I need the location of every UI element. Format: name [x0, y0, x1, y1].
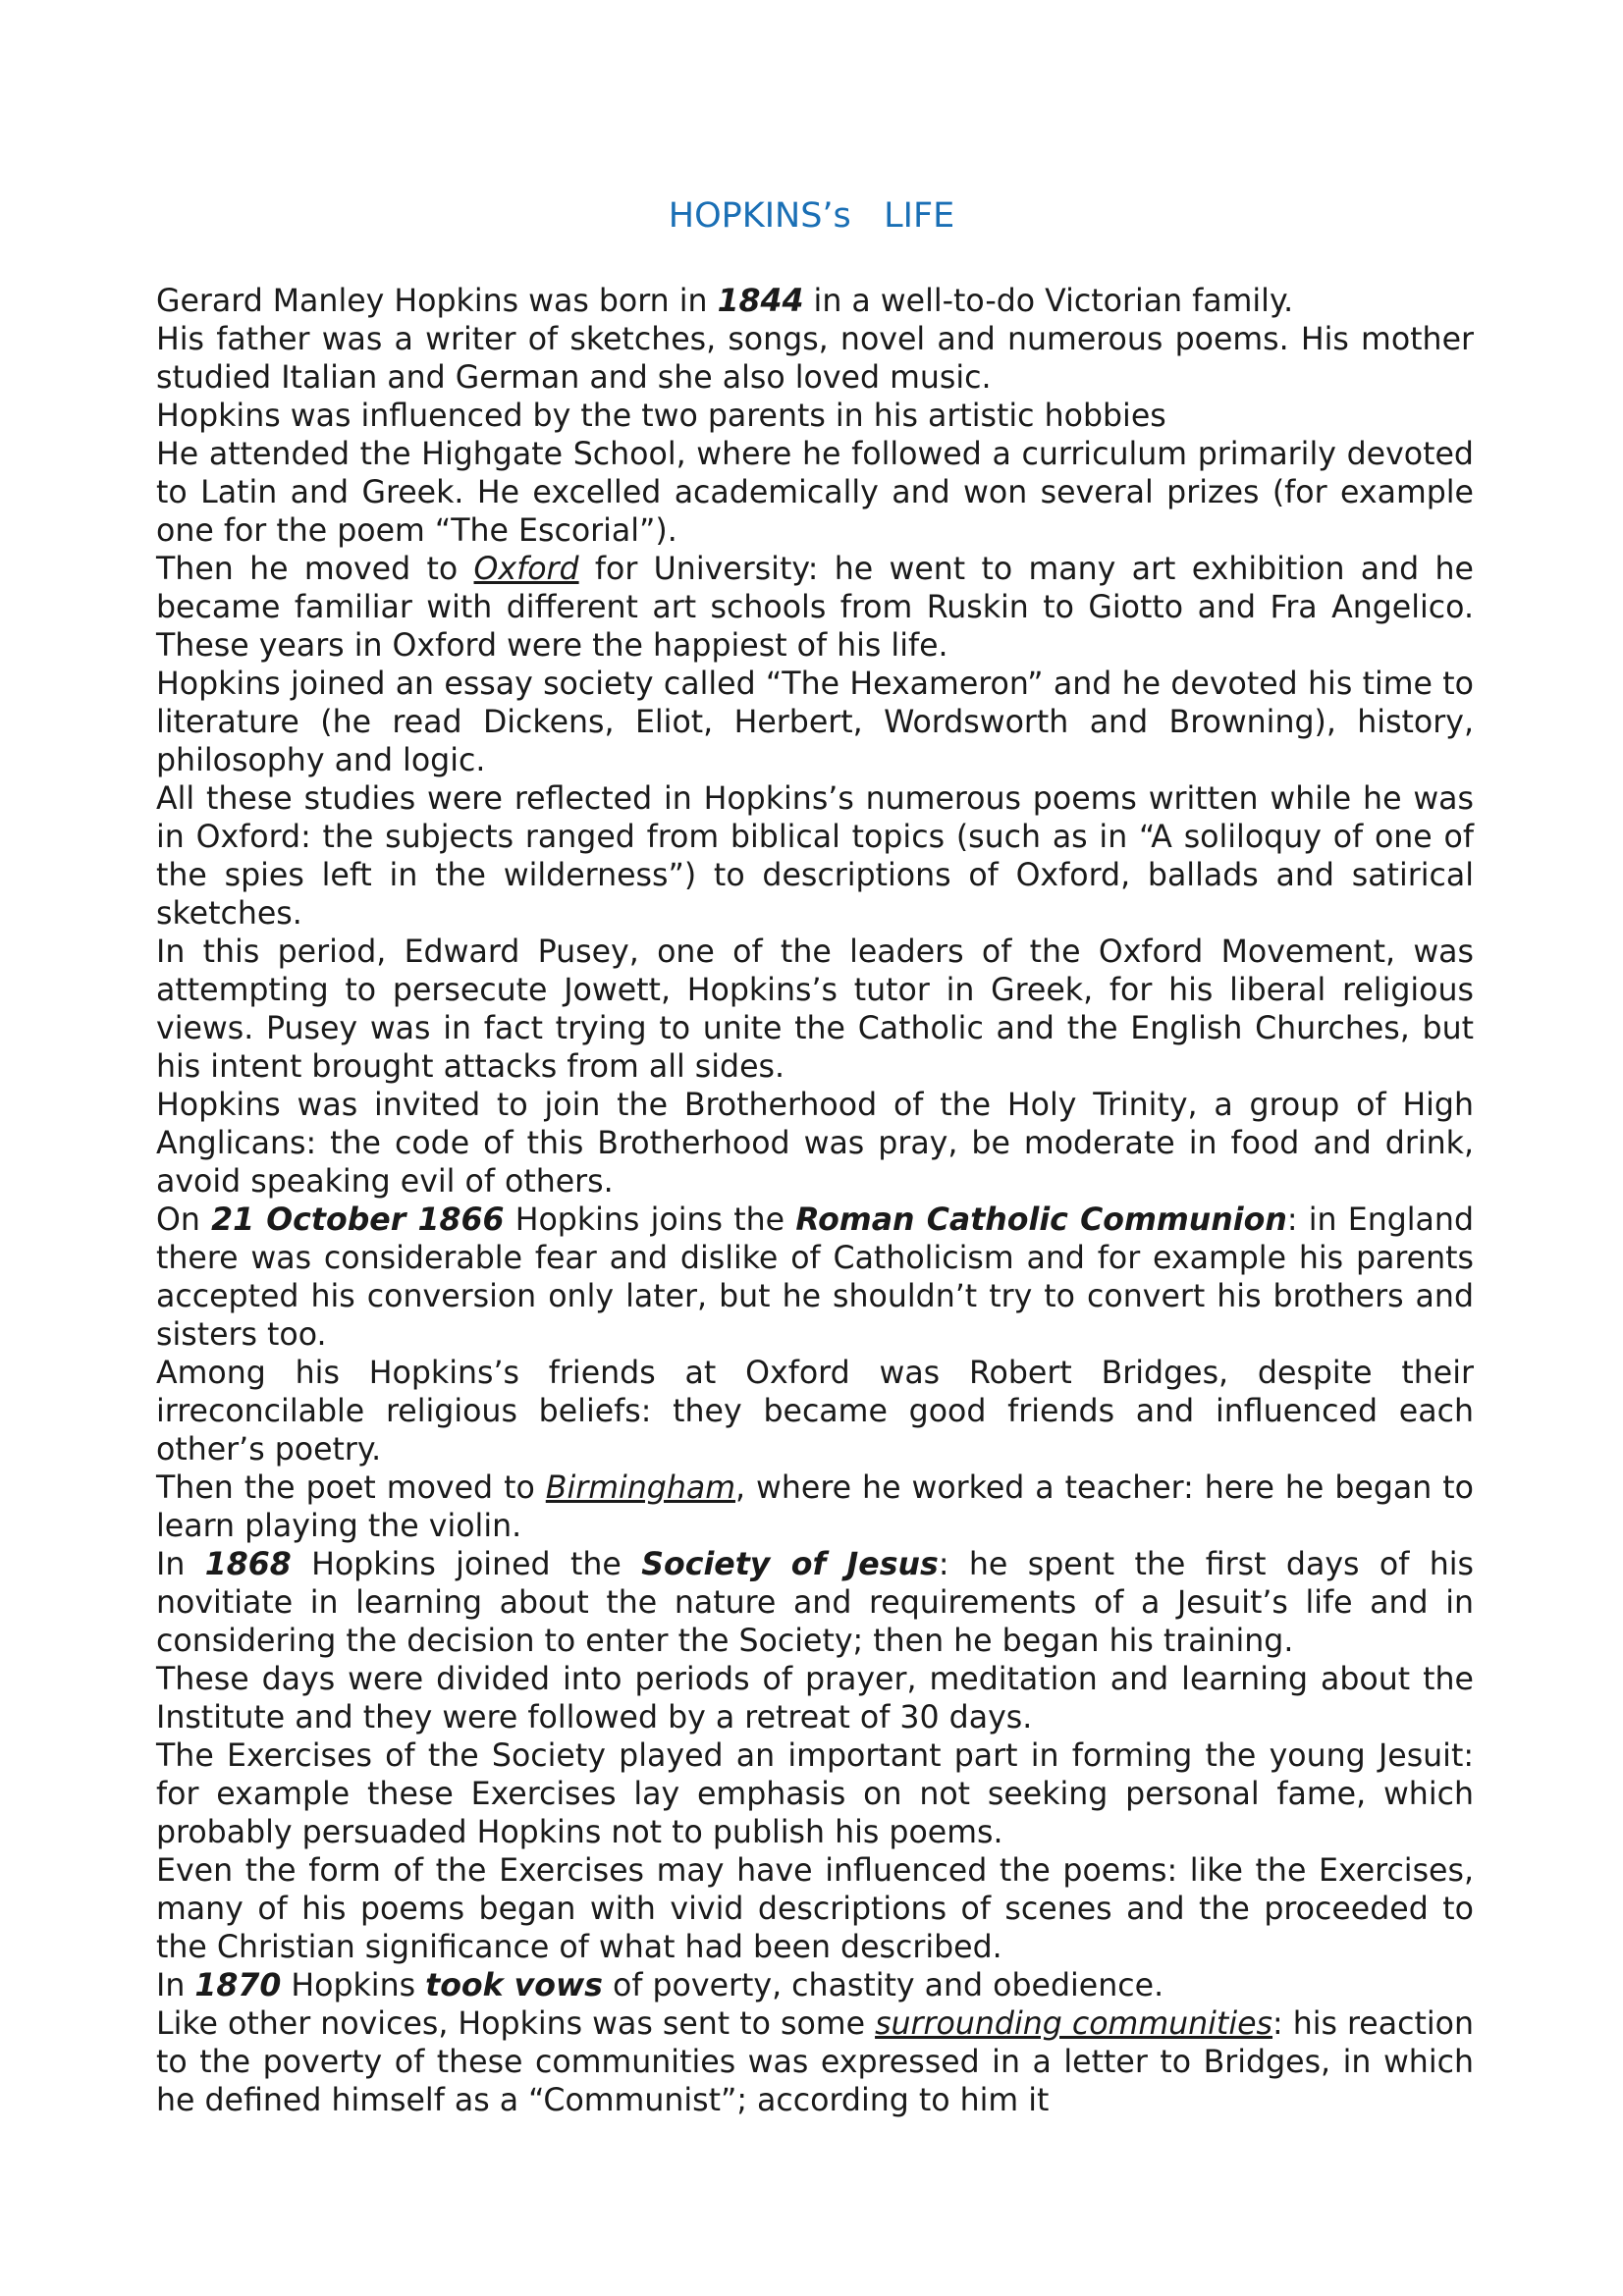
- emphasis-society-of-jesus: Society of Jesus: [641, 1547, 939, 1582]
- paragraph-vows: [156, 1967, 1474, 2005]
- paragraph-bridges: Among his Hopkins’s friends at Oxford was Robert Bridges, despite their irreconcilable religious beliefs: they became good friends and influenced each other’s poetry.: [156, 1356, 1474, 1468]
- document-body: [156, 283, 1474, 2120]
- emphasis-year-1870: 1870: [194, 1968, 282, 2003]
- text-run: for University: he went to many art exhibition and he became familiar with different art schools from Ruskin to Giotto and Fra Angelico. These years in Oxford were the happiest of his life.: [156, 552, 1474, 664]
- paragraph-birmingham: [156, 1469, 1474, 1546]
- text-run: Hopkins: [281, 1968, 426, 2003]
- emphasis-year-1868: 1868: [204, 1547, 292, 1582]
- emphasis-surrounding-communities: surrounding communities: [875, 2006, 1273, 2042]
- paragraph-oxford: [156, 551, 1474, 666]
- paragraph-influence: Hopkins was influenced by the two parents in his artistic hobbies: [156, 399, 1166, 434]
- emphasis-oxford: Oxford: [473, 552, 579, 587]
- paragraph-jesuits: [156, 1546, 1474, 1661]
- paragraph-conversion: [156, 1201, 1474, 1355]
- text-run: : in England there was considerable fear and dislike of Catholicism and for example his parents accepted his conversion only later, but he shouldn’t try to convert his brothers and sisters too.: [156, 1202, 1475, 1353]
- paragraph-studies: All these studies were reflected in Hopkins’s numerous poems written while he was in Oxford: the subjects ranged from biblical topics (such as in “A soliloquy of one of the spies left in the wilderness”) to descriptions of Oxford, ballads and satirical sketches.: [156, 781, 1474, 932]
- text-run: Hopkins joins the: [504, 1202, 796, 1238]
- paragraph-hexameron: Hopkins joined an essay society called “The Hexameron” and he devoted his time to literature (he read Dickens, Eliot, Herbert, Wordsworth and Browning), history, philosophy and logic.: [156, 667, 1474, 778]
- text-run: in a well-to-do Victorian family.: [803, 284, 1294, 319]
- text-run: On: [156, 1202, 212, 1238]
- emphasis-birmingham: Birmingham: [545, 1470, 736, 1506]
- text-run: Gerard Manley Hopkins was born in: [156, 284, 718, 319]
- emphasis-year-1844: 1844: [717, 284, 804, 319]
- paragraph-brotherhood: Hopkins was invited to join the Brotherhood of the Holy Trinity, a group of High Anglicans: the code of this Brotherhood was pray, be moderate in food and drink, avoid speaking evil of others.: [156, 1088, 1474, 1200]
- emphasis-took-vows: took vows: [425, 1968, 603, 2003]
- text-run: of poverty, chastity and obedience.: [602, 1968, 1164, 2003]
- paragraph-school: He attended the Highgate School, where he followed a curriculum primarily devoted to Latin and Greek. He excelled academically and won several prizes (for example one for the poem “The Escorial”).: [156, 437, 1474, 549]
- text-run: : he spent the first days of his novitiate in learning about the nature and requirements of a Jesuit’s life and in considering the decision to enter the Society; then he began his training.: [156, 1547, 1474, 1659]
- text-run: In: [156, 1968, 195, 2003]
- text-run: : his reaction to the poverty of these communities was expressed in a letter to Bridges, in which he defined himself as a “Communist”; according to him it: [156, 2006, 1474, 2118]
- emphasis-date-1866: 21 October 1866: [211, 1202, 505, 1238]
- text-run: Then the poet moved to: [156, 1470, 546, 1506]
- page-title: HOPKINS’s LIFE: [668, 196, 955, 236]
- paragraph-pusey: In this period, Edward Pusey, one of the leaders of the Oxford Movement, was attempting to persecute Jowett, Hopkins’s tutor in Greek, for his liberal religious views. Pusey was in fact trying to unite the Catholic and the English Churches, but his intent brought attacks from all sides.: [156, 934, 1474, 1085]
- paragraph-parents: His father was a writer of sketches, songs, novel and numerous poems. His mother studied Italian and German and she also loved music.: [156, 322, 1474, 396]
- paragraph-exercises-form: Even the form of the Exercises may have influenced the poems: like the Exercises, many of his poems began with vivid descriptions of scenes and the proceeded to the Christian significance of what had been described.: [156, 1853, 1474, 1965]
- text-run: In: [156, 1547, 205, 1582]
- text-run: , where he worked a teacher: here he began to learn playing the violin.: [156, 1470, 1474, 1544]
- paragraph-exercises: The Exercises of the Society played an important part in forming the young Jesuit: for example these Exercises lay emphasis on not seeking personal fame, which probably persuaded Hopkins not to publish his poems.: [156, 1738, 1474, 1850]
- emphasis-catholic-communion: Roman Catholic Communion: [795, 1202, 1287, 1238]
- paragraph-communities: [156, 2005, 1474, 2120]
- text-run: Hopkins joined the: [291, 1547, 642, 1582]
- text-run: Then he moved to: [156, 552, 474, 587]
- text-run: Like other novices, Hopkins was sent to some: [156, 2006, 876, 2042]
- paragraph-retreat: These days were divided into periods of prayer, meditation and learning about the Institute and they were followed by a retreat of 30 days.: [156, 1662, 1474, 1735]
- paragraph-birth: [156, 283, 1474, 321]
